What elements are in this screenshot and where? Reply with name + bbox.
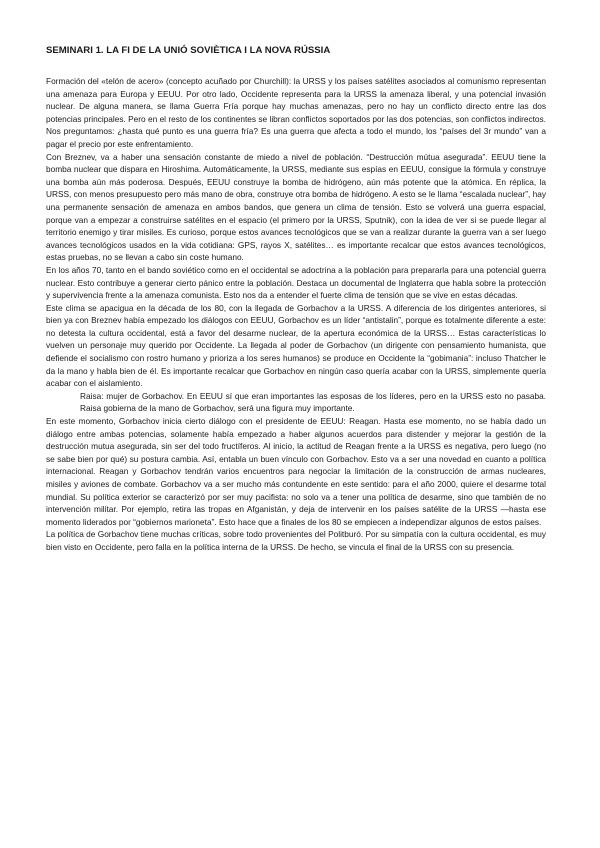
paragraph-telon-de-acero: Formación del «telón de acero» (concepto acuñado por Churchill): la URSS y los países satélites asociados al comunismo representan una amenaza para Europa y EEUU. Por otro lado, Occidente representa para la URSS la amenaza liberal, y una potencial invasión nuclear. De alguna manera, se llama Guerra Fría porque hay muchas amenazas, pero no hay un conflicto directo entre las dos potencias principales. Pero en el resto de los continentes se libran conflictos soportados por las dos potencias, son conflictos indirectos. Nos preguntamos: ¿hasta qué punto es una guerra fría? Es una guerra que afecta a todo el mundo, los “países del 3r mundo” van a pagar el precio por este enfrentamiento. — [46, 76, 546, 149]
document-title: SEMINARI 1. LA FI DE LA UNIÓ SOVIÈTICA I LA NOVA RÚSSIA — [46, 45, 331, 56]
paragraph-breznev: Con Breznev, va a haber una sensación constante de miedo a nivel de población. “Destrucción mútua asegurada”. EEUU tiene la bomba nuclear que dispara en Hiroshima. Automáticamente, la URSS, mediante sus espías en EEUU, consigue la fórmula y construye una bomba aún más poderosa. Después, EEUU construye la bomba de hidrógeno, aún más potente que la atómica. En réplica, la URSS, con menos presupuesto pero más mano de obra, construye otra bomba de hidrógeno. A esto se le llama “escalada nuclear”, hay una permanente sensación de amenaza en ambos bandos, que genera un clima de tensión. Esto se volverá una guerra espacial, porque van a empezar a construirse satélites en el espacio (el primero por la URSS, Sputnik), con la idea de ver si se puede llegar al territorio enemigo y tirar misiles. Es curioso, porque estos avances tecnológicos que se van a realizar durante la guerra van a ser luego avances tecnológicos usados en la vida cotidiana: GPS, rayos X, satélites… es importante recalcar que estos avances tecnológicos, estas pruebas, no se llevan a cabo sin coste humano. — [46, 151, 546, 263]
paragraph-reagan: En este momento, Gorbachov inicia cierto diálogo con el presidente de EEUU: Reagan. Hasta ese momento, no se había dado un diálogo entre ambas potencias, solamente había empezado a haber algunos acuerdos para distender y mejorar la gestión de la destrucción mutua asegurada, sin ser del todo fructíferos. Al inicio, la actitud de Reagan frente a la URSS es negativa, pero luego (no se sabe bien por qué) su postura cambia. Así, entabla un buen vínculo con Gorbachov. Esto va a ser una novedad en cuanto a política internacional. Reagan y Gorbachov tendrán varios encuentros para negociar la limitación de la construcción de armas nucleares, misiles y aviones de combate. Gorbachov va a ser mucho más contundente en este sentido: para el año 2000, quiere el desarme total mundial. Su política exterior se caracterizó por ser muy pacifista: no solo va a tener una política de desarme, sino que también de no intervención militar. Por ejemplo, retira las tropas en Afganistán, y deja de intervenir en los países satélite de la URSS —hasta ese momento liderados por “gobiernos marioneta”. Esto hace que a finales de los 80 se empiecen a independizar algunos de estos países. — [46, 416, 546, 527]
paragraph-anos-70: En los años 70, tanto en el bando soviético como en el occidental se adoctrina a la población para prepararla para una potencial guerra nuclear. Esto contribuye a generar cierto pánico entre la población. Destaca un documental de Inglaterra que habla sobre la protección y supervivencia frente a la amenaza comunista. Esto nos da a entender el fuerte clima de tensión que se vive en estas décadas. — [46, 264, 546, 301]
paragraph-raisa-note: Raisa: mujer de Gorbachov. En EEUU sí que eran importantes las esposas de los líderes, pero en la URSS esto no pasaba. Raisa gobierna de la mano de Gorbachov, será una figura muy importante. — [80, 390, 546, 414]
paragraph-politburo: La política de Gorbachov tiene muchas críticas, sobre todo provenientes del Politburó. Por su simpatía con la cultura occidental, es muy bien visto en Occidente, pero falla en la política interna de la URSS. De hecho, se vincula el final de la URSS con su presencia. — [46, 529, 546, 552]
paragraph-gorbachov: Este clima se apacigua en la década de los 80, con la llegada de Gorbachov a la URSS. A diferencia de los dirigentes anteriores, si bien ya con Breznev había empezado los diálogos con EEUU, Gorbachov es un líder “antistalin”, porque es totalmente diferente a este: no detesta la cultura occidental, está a favor del desarme nuclear, de la apertura económica de la URSS… Estas características lo vuelven un personaje muy querido por Occidente. La llegada al poder de Gorbachov (un dirigente con pensamiento humanista, que defiende el socialismo con rostro humano y prioriza a los seres humanos) se produce en Occidente la “gobimania”: incluso Thatcher le da la mano y habla bien de él. Es importante recalcar que Gorbachov en ningún caso quería acabar con la URSS, simplemente quería acabar con el aislamiento. — [46, 302, 546, 389]
